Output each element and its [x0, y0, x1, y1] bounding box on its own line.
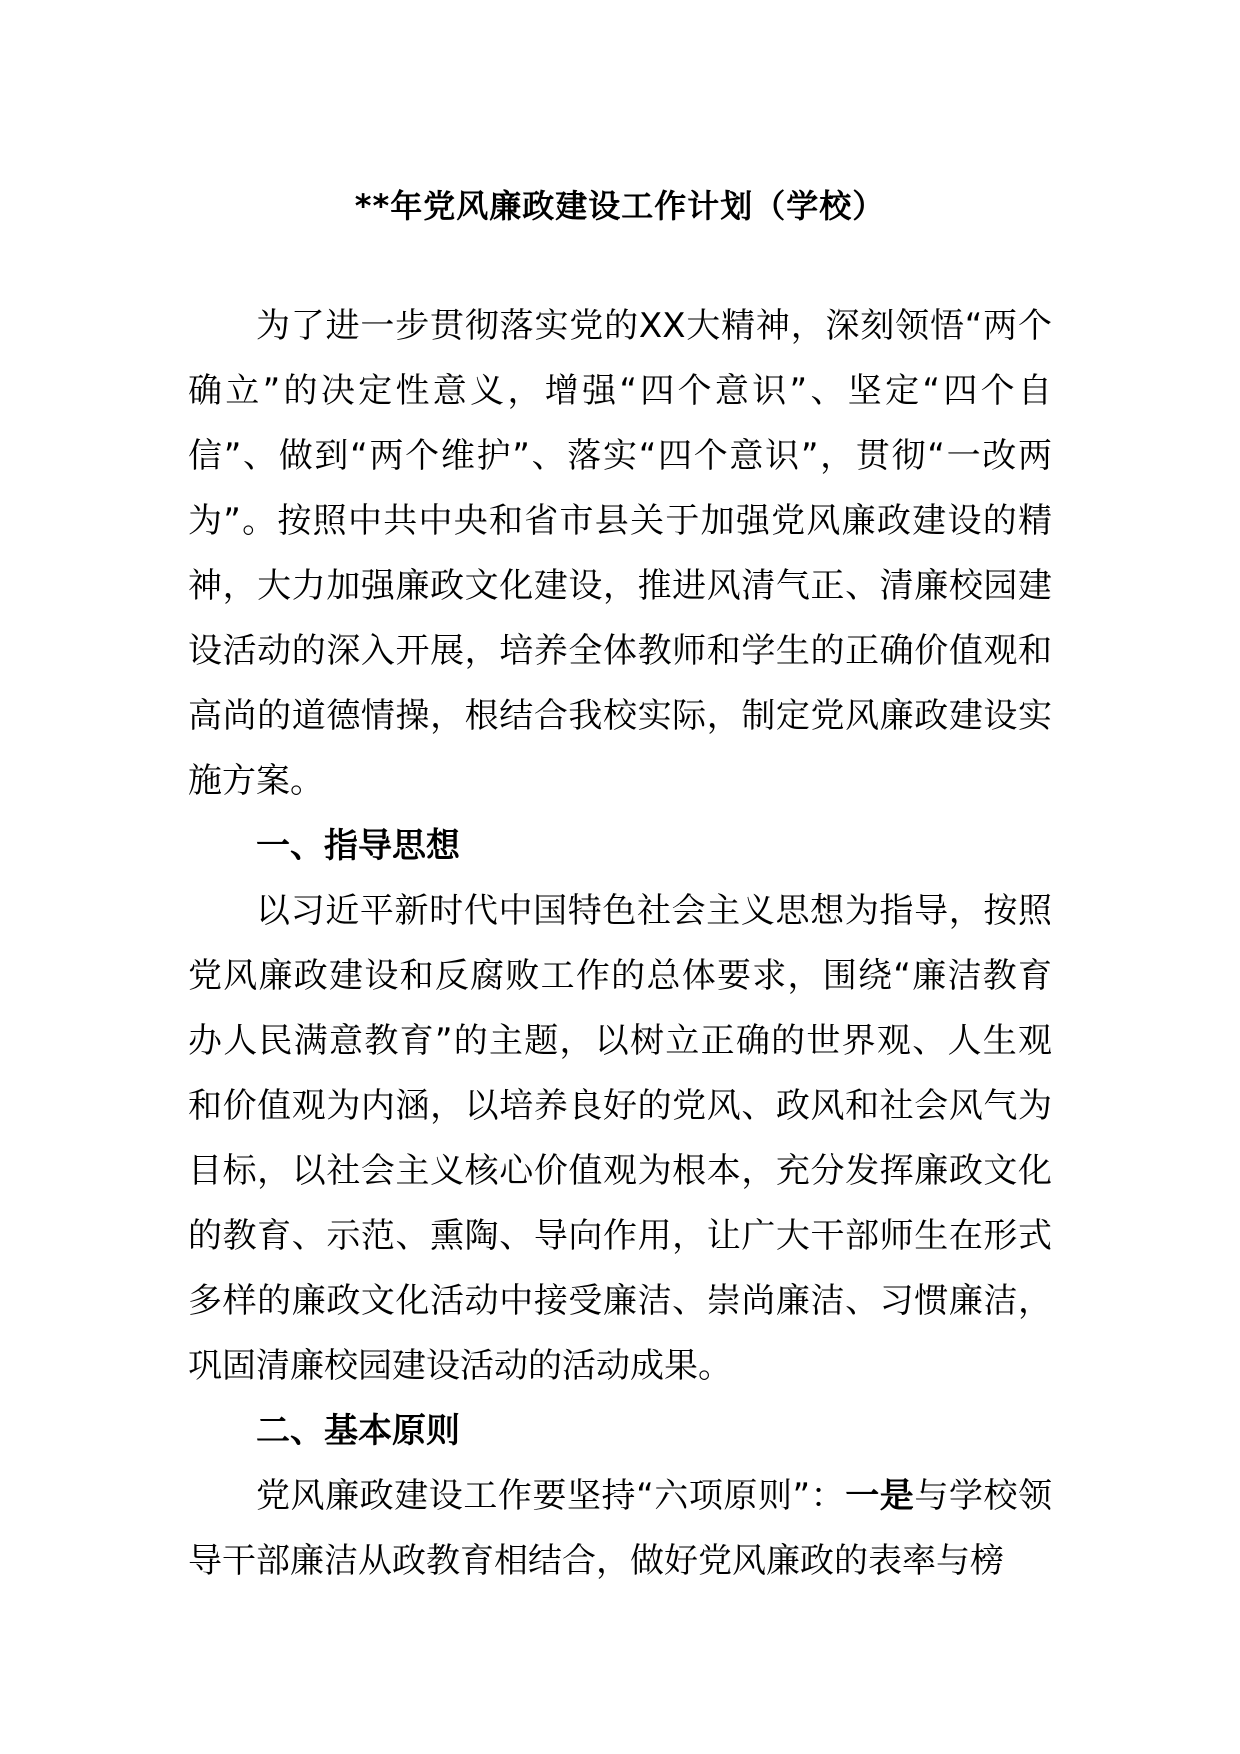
- intro-paragraph: 为了进一步贯彻落实党的XX大精神，深刻领悟“两个确立”的决定性意义，增强“四个意识”、坚定“四个自信”、做到“两个维护”、落实“四个意识”，贯彻“一改两为”。按照中共中央和省市县关于加强党风廉政建设的精神，大力加强廉政文化建设，推进风清气正、清廉校园建设活动的深入开展，培养全体教师和学生的正确价值观和高尚的道德情操，根结合我校实际，制定党风廉政建设实施方案。: [188, 306, 1052, 801]
- principles-first-marker: 一是: [845, 1476, 915, 1516]
- principles-lead-text: 党风廉政建设工作要坚持“六项原则”：: [256, 1476, 846, 1516]
- section-heading-guiding-ideology: 一、指导思想: [256, 826, 460, 866]
- section-heading-basic-principles: 二、基本原则: [256, 1411, 460, 1451]
- document-title: **年党风廉政建设工作计划（学校）: [354, 187, 886, 225]
- principles-first-text: 与学校领导干部廉洁从政教育相结合，做好党风廉政的表率与榜: [188, 1476, 1053, 1581]
- guiding-ideology-paragraph: 以习近平新时代中国特色社会主义思想为指导，按照党风廉政建设和反腐败工作的总体要求，围绕“廉洁教育办人民满意教育”的主题，以树立正确的世界观、人生观和价值观为内涵，以培养良好的党风、政风和社会风气为目标，以社会主义核心价值观为根本，充分发挥廉政文化的教育、示范、熏陶、导向作用，让广大干部师生在形式多样的廉政文化活动中接受廉洁、崇尚廉洁、习惯廉洁，巩固清廉校园建设活动的活动成果。: [188, 891, 1052, 1386]
- basic-principles-paragraph: [188, 1464, 1052, 1594]
- document-body: [188, 294, 1052, 1594]
